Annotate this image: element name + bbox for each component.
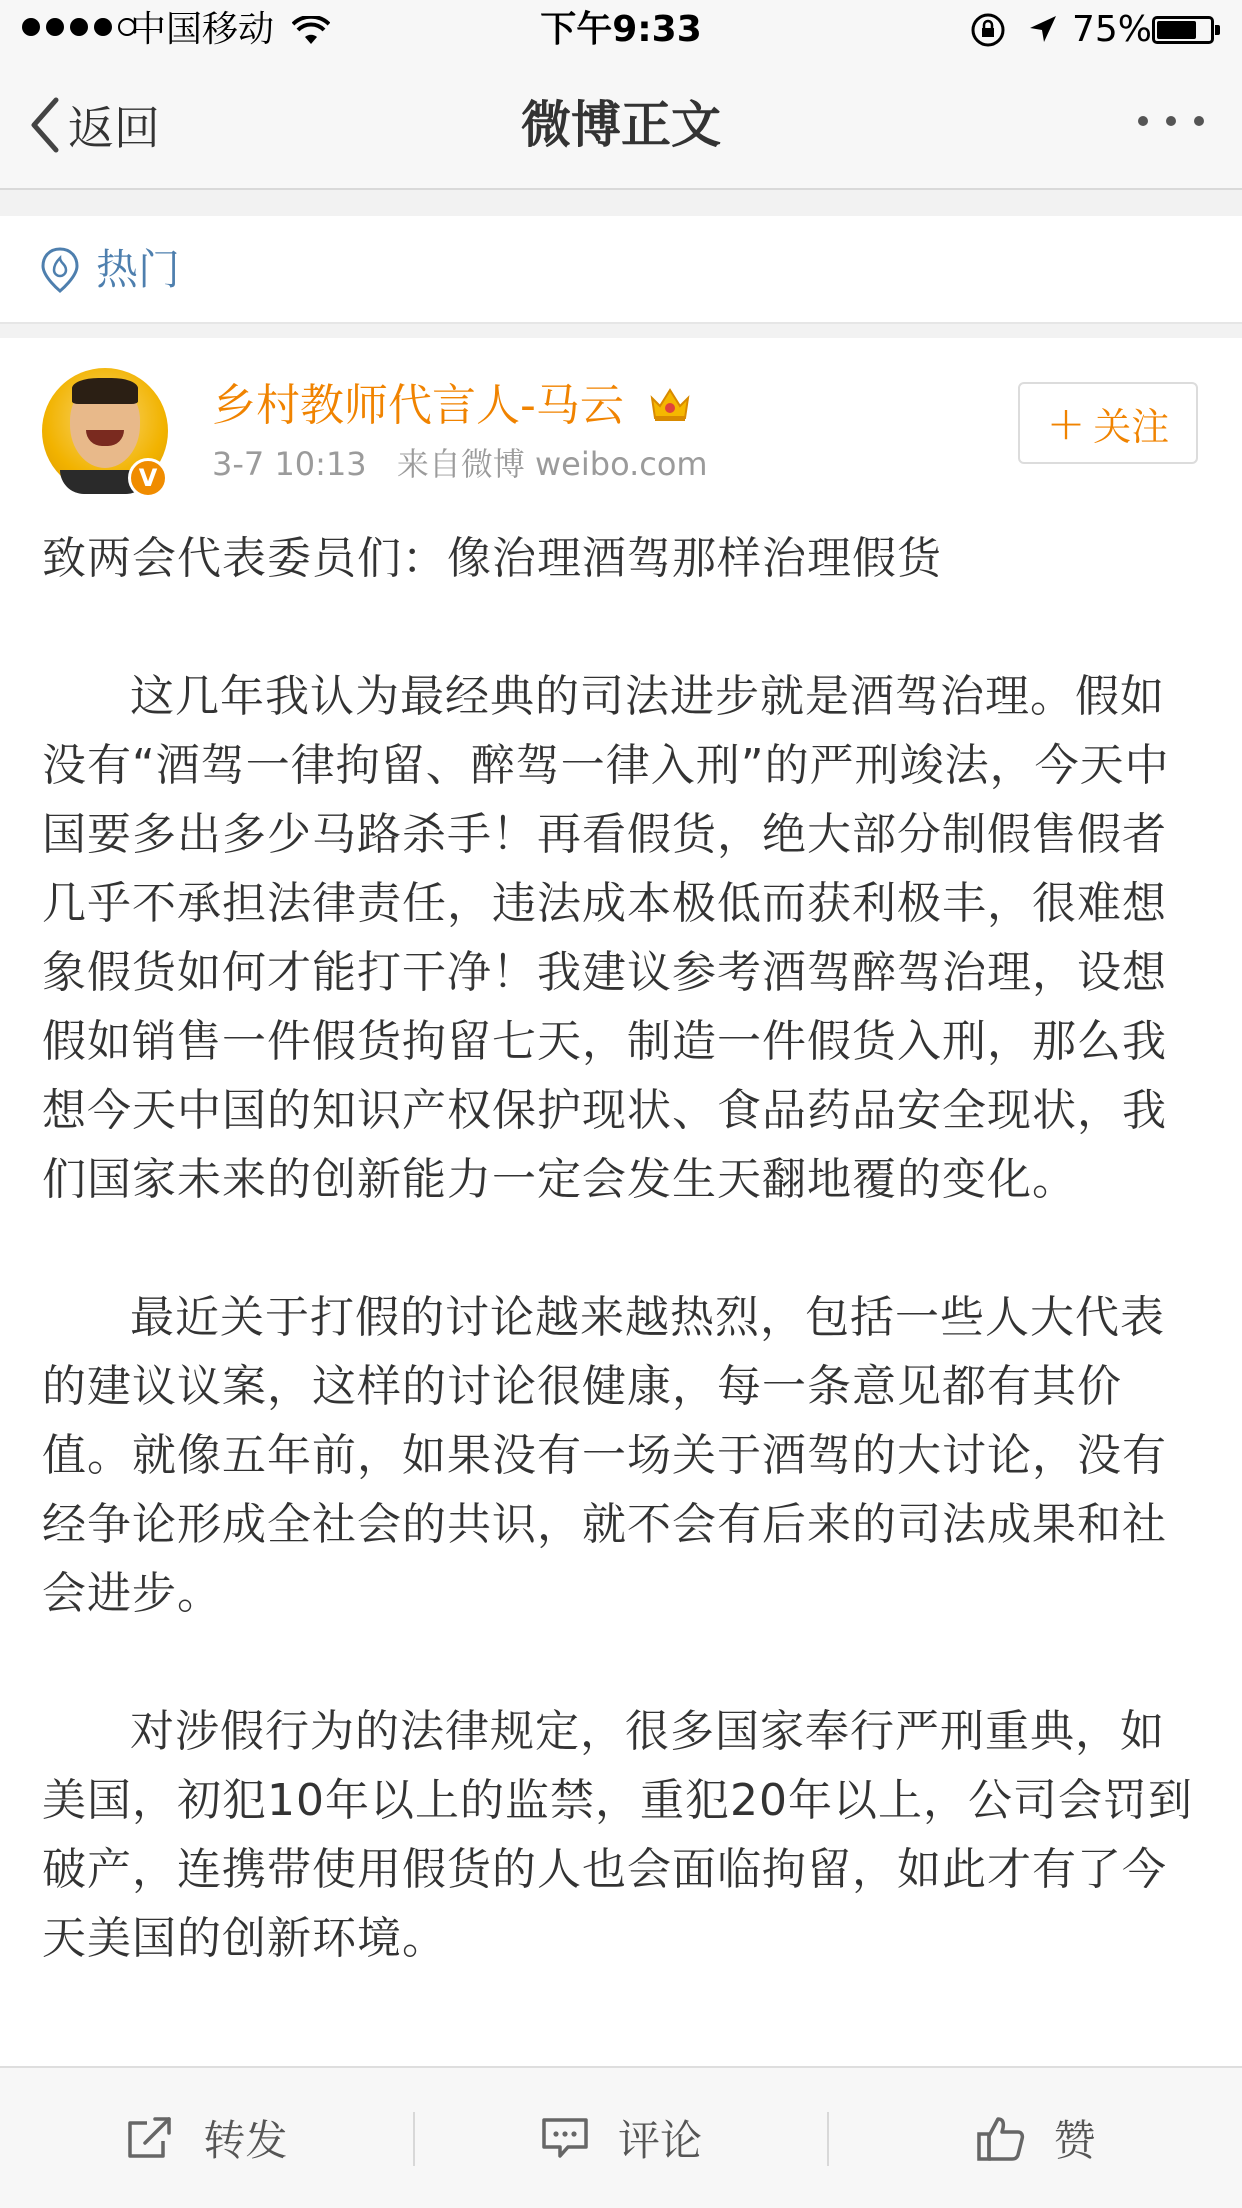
section-separator xyxy=(0,324,1242,338)
repost-button[interactable] xyxy=(0,2068,413,2208)
author-name[interactable]: 乡村教师代言人-马云 xyxy=(212,380,624,431)
post-headline: 致两会代表委员们：像治理酒驾那样治理假货 xyxy=(42,533,942,584)
battery-icon xyxy=(1152,16,1214,44)
like-label: 赞 xyxy=(1053,2116,1096,2165)
page-title: 微博正文 xyxy=(521,96,721,154)
hot-pin-icon xyxy=(40,246,80,298)
clock: 下午9:33 xyxy=(540,9,702,50)
vip-crown-icon xyxy=(648,384,692,428)
status-bar xyxy=(0,0,1242,60)
post-source: 来自微博 weibo.com xyxy=(396,445,708,483)
like-button[interactable] xyxy=(829,2068,1242,2208)
more-dots-icon xyxy=(1138,116,1148,126)
comment-label: 评论 xyxy=(618,2116,703,2165)
post-body xyxy=(42,524,1202,2042)
repost-icon xyxy=(125,2115,175,2161)
battery-percent: 75% xyxy=(1072,9,1153,50)
repost-label: 转发 xyxy=(203,2116,288,2165)
comment-icon xyxy=(540,2115,590,2161)
post-paragraph: 这几年我认为最经典的司法进步就是酒驾治理。假如没有“酒驾一律拘留、醉驾一律入刑”的严刑竣法，今天中国要多出多少马路杀手！再看假货，绝大部分制假售假者几乎不承担法律责任，违法成本极低而获利极丰，很难想象假货如何才能打干净！我建议参考酒驾醉驾治理，设想假如销售一件假货拘留七天，制造一件假货入刑，那么我想今天中国的知识产权保护现状、食品药品安全现状，我们国家未来的创新能力一定会发生天翻地覆的变化。 xyxy=(42,671,1170,1205)
thumbs-up-icon xyxy=(976,2114,1026,2162)
follow-button[interactable] xyxy=(1018,382,1198,464)
back-label: 返回 xyxy=(68,101,160,155)
carrier-name: 中国移动 xyxy=(130,9,275,50)
section-gap xyxy=(0,190,1242,216)
post-meta xyxy=(212,440,708,488)
rotation-lock-icon xyxy=(970,12,1006,57)
post-paragraph: 最近关于打假的讨论越来越热烈，包括一些人大代表的建议议案，这样的讨论很健康，每一条意见都有其价值。就像五年前，如果没有一场关于酒驾的大讨论，没有经争论形成全社会的共识，就不会有后来的司法成果和社会进步。 xyxy=(42,1292,1167,1619)
post-timestamp: 3-7 10:13 xyxy=(212,445,367,483)
plus-icon: + xyxy=(1046,396,1086,450)
hot-topic-bar[interactable] xyxy=(0,216,1242,324)
bottom-toolbar xyxy=(0,2066,1242,2208)
location-arrow-icon xyxy=(1026,12,1060,55)
more-button[interactable] xyxy=(1138,116,1204,126)
follow-label: 关注 xyxy=(1093,404,1170,449)
verified-badge: V xyxy=(128,458,168,498)
navigation-bar xyxy=(0,60,1242,190)
comment-button[interactable] xyxy=(415,2068,828,2208)
post-paragraph: 对涉假行为的法律规定，很多国家奉行严刑重典，如美国，初犯10年以上的监禁，重犯20年以上，公司会罚到破产，连携带使用假货的人也会面临拘留，如此才有了今天美国的创新环境。 xyxy=(42,1706,1193,1964)
hot-label: 热门 xyxy=(96,245,181,294)
